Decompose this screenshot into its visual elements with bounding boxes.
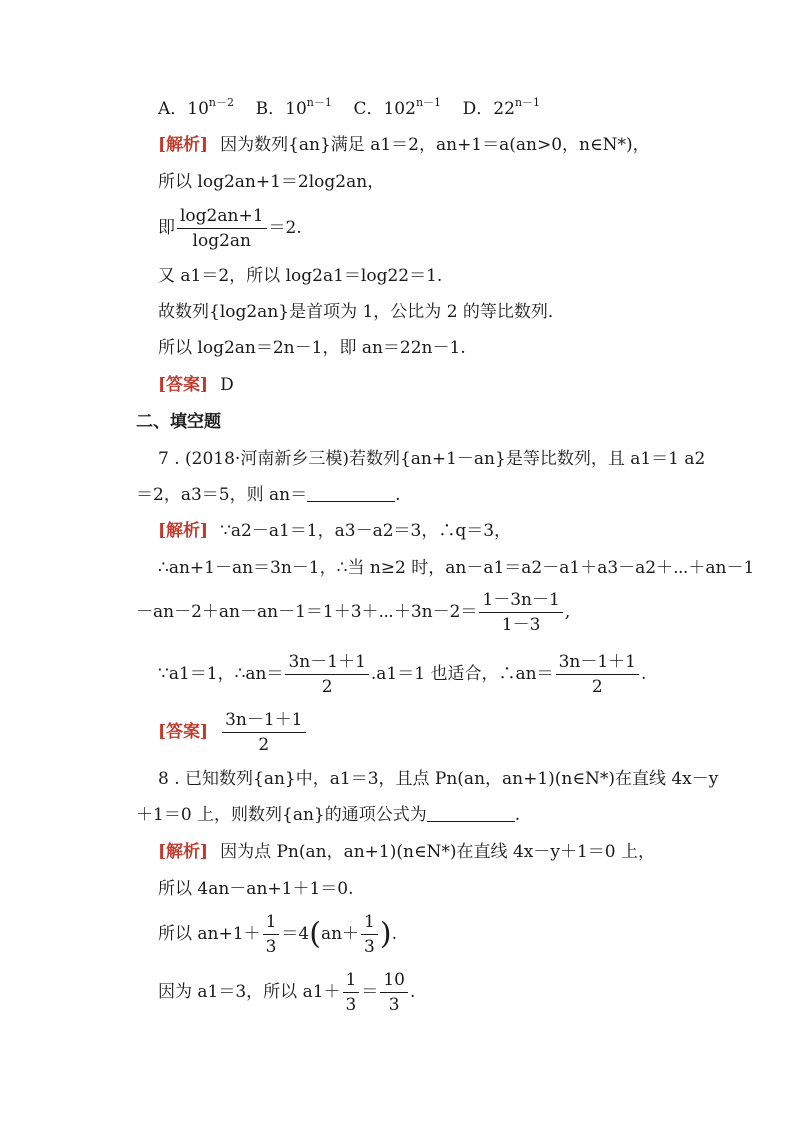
q8-line3: 所以 an+1＋ $\frac{1}{3}$ ＝4(an＋ $\frac{1}{3}$ ).: [158, 912, 397, 957]
q6-line6: 所以 log2an＝2n－1，即 an＝22n－1.: [158, 338, 466, 358]
fraction: $\frac{3n-1+1}{2}$: [285, 650, 368, 699]
fraction: $\frac{1}{3}$: [361, 910, 378, 959]
q7-answer: [158, 708, 308, 757]
q6-line3: 即 $\frac{\log 2an+1}{\log 2an}$ ＝2.: [158, 206, 302, 251]
fraction: $\frac{3n-1+1}{2}$: [556, 650, 639, 699]
q7-line4: ∵a1＝1，∴an＝ $\frac{3n-1+1}{2}$ .a1＝1 也适合，∴an＝ $\frac{3n-1+1}{2}$ .: [158, 652, 647, 697]
answer-options: [158, 98, 540, 120]
section-heading: 二、填空题: [136, 412, 221, 432]
fraction: $\frac{1}{3}$: [343, 968, 360, 1017]
fraction: $\frac{1}{3}$: [263, 910, 280, 959]
q7-line1: 7 . (2018·河南新乡三模)若数列{an+1－an}是等比数列，且 a1＝1 a2: [158, 449, 706, 469]
q6-answer: [答案] D: [158, 375, 234, 395]
answer-label: [答案]: [158, 375, 209, 395]
analysis-label: [解析]: [158, 521, 209, 541]
left-paren: (: [309, 916, 321, 952]
right-paren: ): [379, 916, 392, 952]
q7-line3: －an－2＋an－an－1＝1＋3＋⋯＋3n－2＝ $\frac{1-3n-1}{1-3}$ ,: [136, 590, 571, 635]
answer-blank: [307, 485, 395, 502]
q8-line2b: 所以 4an－an+1＋1＝0.: [158, 879, 354, 899]
answer-label: [答案]: [158, 722, 209, 742]
analysis-label: [解析]: [158, 135, 209, 155]
option-b: B．$10^{n-1}$: [255, 96, 332, 119]
q7-analysis-line1: [解析] ∵a2－a1＝1，a3－a2＝3，∴q＝3，: [158, 521, 512, 541]
option-a: A．$10^{n-2}$: [158, 96, 235, 119]
option-c: C．$102^{n-1}$: [353, 96, 442, 119]
q6-line4: 又 a1＝2，所以 log2a1＝log22＝1.: [158, 266, 443, 286]
fraction: $\frac{1-3n-1}{1-3}$: [479, 588, 562, 637]
q8-line2: ＋1＝0 上，则数列{an}的通项公式为 .: [136, 805, 521, 825]
fraction: $\frac{\log 2an+1}{\log 2an}$: [177, 204, 267, 253]
fraction: $\frac{3n-1+1}{2}$: [222, 708, 305, 757]
fraction: $\frac{10}{3}$: [380, 968, 408, 1017]
q6-line5: 故数列{log2an}是首项为 1，公比为 2 的等比数列．: [158, 302, 565, 322]
q6-analysis-line1: [解析] 因为数列{an}满足 a1＝2，an+1＝a(an>0，n∈N*)，: [158, 135, 650, 155]
q8-line1: 8 . 已知数列{an}中，a1＝3，且点 Pn(an，an+1)(n∈N*)在直线 4x－y: [158, 769, 719, 789]
q7-line2: ＝2，a3＝5，则 an＝ .: [136, 485, 401, 505]
analysis-label: [解析]: [158, 842, 209, 862]
q7-line2b: ∴an+1－an＝3n－1，∴当 n≥2 时，an－a1＝a2－a1＋a3－a2＋⋯＋an－1: [158, 558, 755, 578]
q6-line2: 所以 log2an+1＝2log2an，: [158, 172, 385, 192]
option-d: D．$22^{n-1}$: [462, 96, 541, 119]
q8-line4: 因为 a1＝3，所以 a1＋ $\frac{1}{3}$ ＝ $\frac{10}{3}$ .: [158, 970, 416, 1015]
answer-blank: [427, 805, 515, 822]
q8-analysis-line1: [解析] 因为点 Pn(an，an+1)(n∈N*)在直线 4x－y＋1＝0 上，: [158, 842, 655, 862]
